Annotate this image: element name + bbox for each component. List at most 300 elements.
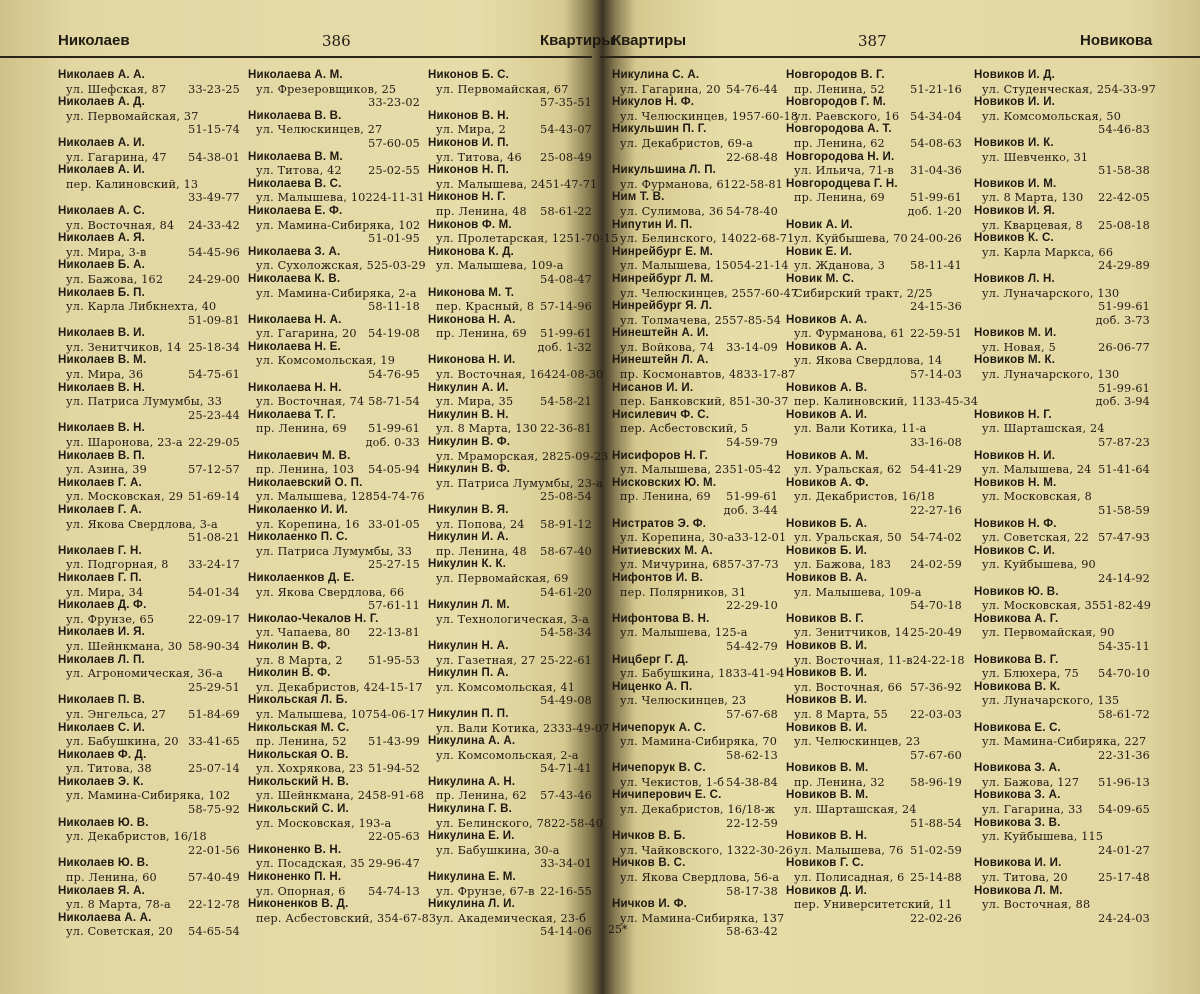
entry-name: Николаева В. С. [248,177,342,190]
entry-address-row [428,572,592,586]
entry-address-row [612,259,789,273]
entry-phone: 51-70-15 [566,232,619,246]
directory-entry [58,776,240,817]
entry-name: Никулин П. П. [428,707,509,720]
entry-address-row [248,707,425,722]
directory-entry [428,287,592,314]
entry-address: ул. Куйбышева, 90 [982,558,1096,572]
entry-address-row [974,287,1150,301]
entry-address-row [612,422,778,436]
entry-name: Николаенко П. С. [248,531,348,544]
entry-address-row [786,803,962,817]
entry-address-row [248,395,420,409]
entry-name: Николаева А. А. [58,911,152,924]
entry-phone: 22-42-05 [1098,191,1150,205]
entry-name: Николаев В. П. [58,449,146,462]
entry-phone: 54-61-20 [540,585,592,599]
entry-address-row [248,354,420,368]
entry-address-row [428,844,592,858]
entry-phone: 58-63-42 [726,925,778,939]
column [786,69,979,925]
entry-address-row [974,490,1150,504]
entry-address-row [974,830,1150,844]
entry-phone: 31-04-36 [910,164,962,178]
entry-name: Новик А. И. [786,218,853,231]
entry-name: Никулин В. Н. [428,408,509,421]
entry-address-row [786,232,962,246]
directory-entry [612,653,785,681]
entry-name: Никулин В. Ф. [428,463,511,476]
entry-address-row [786,844,962,858]
entry-name: Новикова З. В. [974,816,1061,829]
directory-entry [248,314,420,341]
entry-name: Ниценко А. П. [612,680,693,693]
entry-name: Нисилевич Ф. С. [612,408,710,421]
directory-entry [428,137,592,164]
entry-address-row [612,803,778,817]
entry-address-row [974,151,1150,165]
entry-address: ул. Первомайская, 90 [982,626,1115,640]
entry-name: Новиков Ю. В. [974,585,1059,598]
entry-phone: 54-33-97 [1104,82,1157,96]
directory-entry [428,667,592,708]
entry-address: ул. Мира, 3-в [66,245,147,259]
directory-entry [248,69,420,110]
entry-phone: 57-60-18 [746,109,799,123]
entry-name: Нитиевских М. А. [612,544,713,557]
entry-address: ул. Чекистов, 1-б [620,775,725,789]
entry-address-row [248,518,420,532]
entry-address: ул. Гагарина, 20 [620,82,721,96]
directory-entry [786,722,962,763]
entry-address-row [248,857,420,871]
directory-entry [58,137,240,164]
entry-phone: 26-06-77 [1098,340,1150,354]
entry-name: Никонов Н. Г. [428,191,506,204]
entry-address-row [428,368,604,382]
entry-address: ул. Жданова, 3 [794,259,886,273]
entry-address-row [58,667,240,681]
entry-name: Новиков А. Ф. [786,476,869,489]
entry-name: Нистратов Э. Ф. [612,517,707,530]
entry-address-row [248,735,420,749]
directory-entry [612,272,799,300]
entry-address-row [58,613,240,627]
entry-phone: 22-27-16 [910,504,962,517]
directory-entry [248,504,420,531]
entry-phone: 54-45-96 [188,245,240,259]
directory-entry [974,789,1150,816]
entry-name: Николаев Э. К. [58,775,144,788]
entry-name: Новиков Д. И. [786,884,868,897]
entry-address: ул. Декабристов, 4 [256,680,371,694]
directory-entry [612,545,778,572]
entry-address-row [58,898,240,912]
entry-phone: 58-17-38 [726,884,778,898]
entry-address-row [612,205,778,219]
entry-phone: 33-24-17 [188,558,240,572]
entry-address-row [248,680,423,695]
directory-entry [248,409,420,450]
entry-address-row [786,327,962,341]
entry-address-row [428,123,592,137]
entry-name: Ничков В. Б. [612,830,686,843]
directory-entry [786,667,962,694]
entry-address: ул. Белинского, 78 [436,816,552,830]
entry-phone: 24-22-18 [912,653,965,667]
entry-phone: 54-75-61 [188,368,240,382]
entry-name: Никонов И. П. [428,136,509,149]
entry-address-row [612,626,778,640]
entry-phone: 51-58-59 [1098,504,1150,517]
entry-address: пр. Ленина, 52 [794,82,885,96]
entry-name: Новиков И. Д. [974,69,1056,81]
entry-extension: доб. 1-32 [537,340,592,354]
entry-phone: 57-87-23 [1098,436,1150,450]
entry-address-row [58,925,240,939]
entry-address-row [248,287,420,301]
entry-address: пр. Ленина, 103 [256,463,355,477]
entry-name: Новиков Н. Г. [974,408,1052,421]
entry-phone: 51-99-61 [726,490,778,504]
entry-address: ул. Якова Свердлова, 56-а [620,871,780,885]
entry-address: ул. Посадская, 35 [256,857,365,871]
entry-address: ул. Полисадная, 6 [794,871,905,885]
entry-address-row [428,749,592,763]
entry-name: Николаева Н. А. [248,313,342,326]
entry-address: ул. Малышева, 109-а [436,259,564,273]
directory-entry [248,775,425,803]
directory-entry [428,504,592,531]
entry-phone: 54-76-95 [368,368,420,382]
entry-address: ул. Мичурина, 68 [620,558,727,572]
entry-address: ул. Зенитчиков, 14 [66,340,182,354]
entry-phone: 33-49-07 [557,721,610,735]
entry-phone: 57-67-60 [910,748,962,762]
directory-entry [786,341,962,382]
entry-address-row [974,191,1150,205]
directory-entry [428,898,592,939]
directory-entry [248,871,420,898]
entry-address: ул. Малышева, 102 [256,191,373,205]
entry-address-row [612,667,785,681]
header-section: Квартиры [612,32,687,49]
entry-name: Ним Т. В. [612,191,665,204]
entry-phone: 33-45-34 [926,395,979,409]
directory-entry [58,857,240,884]
entry-name: Никулов Н. Ф. [612,96,695,109]
directory-entry [58,259,240,286]
entry-name: Никульшин П. Г. [612,123,707,136]
entry-name: Никольский С. И. [248,803,349,816]
directory-entry [428,735,592,776]
directory-entry [428,640,592,667]
entry-name: Новиков Н. И. [974,449,1056,462]
entry-address: ул. Хохрякова, 23 [256,762,364,776]
entry-address-row [786,558,962,572]
entry-address-row [786,653,965,668]
entry-address-row [612,490,778,504]
entry-address: пер. Асбестовский, 3 [256,911,385,925]
entry-address: ул. Малышева, 125-а [620,626,748,640]
entry-address: ул. Московская, 193-а [256,816,392,830]
entry-address: Сибирский тракт, 2/25 [794,286,933,300]
entry-address-row [428,422,592,436]
entry-phone: 54-70-18 [910,599,962,613]
directory-entry [974,137,1150,178]
entry-address: ул. Титова, 46 [436,150,522,164]
entry-address-row [786,259,962,273]
entry-name: Никулин В. Ф. [428,436,511,449]
entry-phone: 22-13-81 [368,626,420,640]
entry-name: Николаев П. В. [58,694,146,707]
directory-entry [974,586,1150,613]
entry-address: ул. Сулимова, 36 [620,204,724,218]
entry-address-row [428,259,592,273]
entry-address-row [428,681,592,695]
entry-name: Николаевский О. П. [248,476,363,489]
entry-name: Новиков С. И. [974,544,1056,557]
entry-address: ул. Фурманова, 61 [794,327,906,341]
entry-name: Нисанов И. И. [612,381,694,394]
directory-entry [974,762,1150,789]
entry-phone: 33-41-65 [188,735,240,749]
entry-phone: 54-74-76 [372,490,425,504]
entry-name: Новиков А. И. [786,408,868,421]
directory-entry [974,409,1150,450]
entry-address: ул. Шейнкмана, 30 [66,639,183,653]
entry-address-row [248,123,420,137]
entry-phone: 24-02-59 [910,558,962,572]
entry-address-row [612,911,785,926]
entry-name: Николаев Ю. В. [58,857,149,870]
entry-phone: 51-69-14 [188,490,240,504]
entry-phone: 58-67-40 [540,544,592,558]
entry-address-row [974,694,1150,708]
entry-address-row [58,463,240,477]
entry-name: Николаева А. М. [248,69,343,81]
entry-address-row [58,219,240,233]
directory-entry [786,518,962,545]
entry-phone: 24-15-17 [370,680,423,694]
entry-phone: 54-65-54 [188,925,240,939]
directory-entry [248,341,420,382]
entry-name: Новгородова А. Т. [786,123,892,136]
directory-entry [248,640,420,667]
directory-entry [786,409,962,450]
entry-extension: доб. 3-44 [723,504,778,517]
entry-phone: 24-11-31 [372,191,425,205]
directory-entry [612,96,799,123]
entry-phone: 33-23-25 [188,82,240,96]
entry-address: ул. 8 Марта, 55 [794,707,888,721]
entry-phone: 54-09-65 [1098,803,1150,817]
entry-address: ул. Фрезеровщиков, 25 [256,82,397,96]
entry-address-row [248,545,420,559]
entry-name: Николаева В. В. [248,109,342,122]
entry-phone: 51-88-54 [910,816,962,830]
entry-phone: 54-21-14 [736,259,789,273]
entry-address-row [974,776,1150,790]
entry-name: Николаев Б. П. [58,286,145,299]
entry-phone: 58-11-41 [910,259,962,273]
directory-entry [428,314,592,355]
directory-entry [612,762,778,789]
directory-entry [974,518,1150,545]
entry-name: Новикова И. И. [974,857,1062,870]
directory-entry [248,273,420,314]
directory-entry [974,354,1150,408]
entry-address-row [428,816,604,831]
entry-name: Николаев Г. П. [58,571,142,584]
directory-entry [612,354,796,382]
entry-phone: 33-23-02 [368,96,420,110]
entry-address-row [786,531,962,545]
entry-name: Новикова А. Г. [974,612,1059,625]
directory-entry [428,382,592,409]
entry-address: ул. Якова Свердлова, 14 [794,354,943,368]
entry-name: Никулина Г. В. [428,803,513,816]
entry-name: Николаева Е. Ф. [248,204,343,217]
directory-entry [974,613,1150,654]
entry-phone: 54-08-63 [910,136,962,150]
entry-name: Новиков Н. М. [974,476,1057,489]
entry-phone: 24-29-89 [1098,259,1150,273]
entry-address: ул. Комсомольская, 41 [436,680,576,694]
directory-entry [428,218,619,246]
entry-address: ул. Пролетарская, 12 [436,232,567,246]
directory-entry [58,354,240,381]
entry-phone: 51-84-69 [188,707,240,721]
signature-mark: 25* [608,923,628,936]
entry-address: ул. Комсомольская, 50 [982,109,1122,123]
directory-entry [58,96,240,137]
entry-address: ул. Малышева, 107 [256,707,373,721]
entry-name: Нинрейбург Е. М. [612,245,714,258]
entry-phone: 24-29-00 [188,272,240,286]
entry-phone: 51-15-74 [188,123,240,137]
entry-address-row [612,558,778,572]
entry-phone: 57-40-49 [188,871,240,885]
entry-address: пер. Калиновский, 11 [794,395,927,409]
directory-entry [58,654,240,695]
entry-phone: 58-90-34 [188,639,240,653]
directory-entry [612,381,789,409]
entry-address: ул. Челюскинцев, 27 [256,123,383,137]
directory-entry [612,789,778,830]
entry-address: ул. Мира, 2 [436,123,506,137]
entry-name: Николаев А. Д. [58,96,145,109]
directory-entry [612,327,778,354]
directory-entry [974,857,1150,884]
entry-phone: 33-12-01 [734,531,787,545]
entry-name: Новиков И. Я. [974,204,1056,217]
entry-phone: 57-37-73 [727,558,779,572]
entry-phone: 54-76-44 [726,82,778,96]
entry-address: ул. Мамина-Сибиряка, 102 [256,218,421,232]
entry-phone: 51-99-61 [540,327,592,341]
entry-address-row [974,558,1150,572]
entry-address: пр. Ленина, 60 [66,871,157,885]
directory-entry [786,450,962,477]
directory-entry [974,205,1150,232]
entry-name: Новиков И. К. [974,136,1054,149]
directory-entry [58,912,240,939]
entry-phone: 57-85-54 [729,313,782,327]
directory-entry [248,722,420,749]
entry-address-row [428,300,592,314]
entry-address: ул. Карла Маркса, 66 [982,245,1114,259]
entry-address-row [58,273,240,287]
directory-entry [58,694,240,721]
entry-name: Новиков Г. С. [786,857,864,870]
entry-address-row [58,735,240,749]
entry-address: ул. Мамина-Сибиряка, 70 [620,735,778,749]
entry-address: ул. Восточная, 164 [436,368,552,382]
entry-phone: 57-14-96 [540,300,592,314]
entry-address: ул. Восточная, 84 [66,218,175,232]
entry-phone: 54-42-79 [726,639,778,653]
entry-address-row [786,708,962,722]
entry-address: ул. Советская, 22 [982,531,1089,545]
entry-address-row [248,626,420,640]
entry-address-row [612,137,778,151]
entry-address: ул. Чапаева, 80 [256,626,351,640]
right-page [600,0,1200,994]
entry-address-row [58,518,240,532]
directory-entry [58,477,240,504]
directory-entry [974,545,1150,586]
entry-address: ул. Бажова, 127 [982,775,1080,789]
entry-address: ул. Вали Котика, 23 [436,721,558,735]
entry-address: ул. Шефская, 87 [66,82,167,96]
entry-address: пр. Космонавтов, 48 [620,368,744,382]
column [974,69,1157,925]
entry-name: Новикова З. А. [974,762,1061,775]
entry-phone: 51-09-81 [188,313,240,327]
entry-address-row [248,164,420,178]
entry-phone: 24-14-92 [1098,571,1150,585]
entry-phone: 58-75-92 [188,803,240,817]
entry-name: Новикова В. К. [974,680,1061,693]
entry-address: ул. Якова Свердлова, 66 [256,585,405,599]
entry-phone: 22-16-55 [540,884,592,898]
entry-address-row [248,219,420,233]
entry-address: пер. Полярников, 31 [620,585,747,599]
entry-address-row [786,735,962,749]
entry-address-row [58,490,240,504]
entry-address-row [58,110,240,124]
directory-entry [974,681,1150,722]
entry-name: Никулина С. А. [612,69,700,81]
entry-address-row [612,109,799,124]
entry-phone: 54-35-11 [1098,639,1150,653]
entry-address: ул. Советская, 20 [66,925,173,939]
entry-phone: 51-02-59 [910,843,962,857]
entry-name: Никоненко В. Н. [248,843,342,856]
entry-address-row [248,789,425,803]
directory-entry [58,287,240,328]
directory-entry [612,477,778,518]
entry-address: ул. Первомайская, 69 [436,571,569,585]
directory-entry [612,218,795,246]
directory-entry [58,817,240,858]
entry-phone: 24-33-42 [188,218,240,232]
entry-address: ул. Первомайская, 37 [66,109,199,123]
entry-address-row [248,463,420,477]
entry-phone: 57-61-11 [368,599,420,613]
entry-name: Николин В. Ф. [248,639,331,652]
